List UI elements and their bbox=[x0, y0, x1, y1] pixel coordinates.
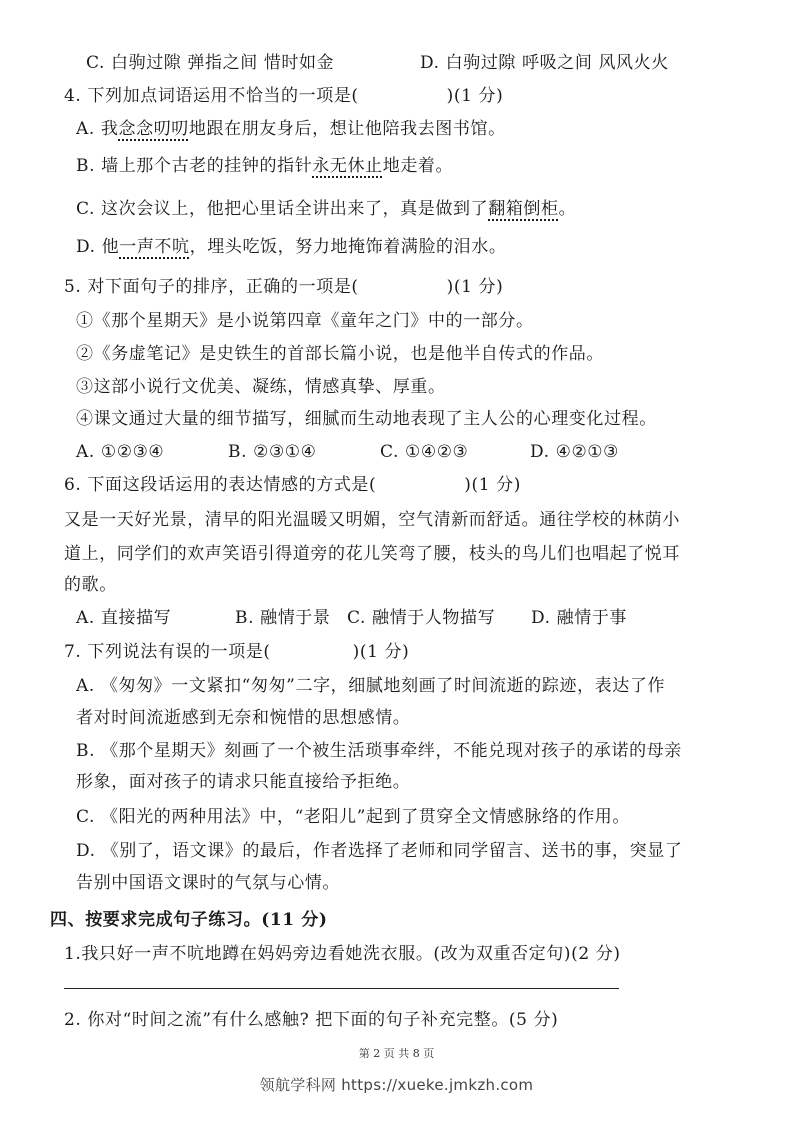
q5-sentence-1: ①《那个星期天》是小说第四章《童年之门》中的一部分。 bbox=[76, 311, 534, 331]
q4-a-pre: A. 我 bbox=[76, 119, 119, 139]
section-4-question-2: 2. 你对“时间之流”有什么感触? 把下面的句子补充完整。(5 分) bbox=[64, 1010, 559, 1030]
q5-stem-text: 5. 对下面句子的排序，正确的一项是( bbox=[64, 277, 359, 297]
q6-passage-line-3: 的歌。 bbox=[64, 575, 117, 595]
q5-sentence-3: ③这部小说行文优美、凝练，情感真挚、厚重。 bbox=[76, 377, 446, 397]
q7-option-b-line-1: B. 《那个星期天》刻画了一个被生活琐事牵绊，不能兑现对孩子的承诺的母亲 bbox=[76, 741, 682, 761]
q4-d-post: ，埋头吃饭，努力地掩饰着满脸的泪水。 bbox=[189, 237, 507, 257]
q7-option-c: C. 《阳光的两种用法》中，“老阳儿”起到了贯穿全文情感脉络的作用。 bbox=[76, 807, 630, 827]
q6-passage-line-2: 道上，同学们的欢声笑语引得道旁的花儿笑弯了腰，枝头的鸟儿们也唱起了悦耳 bbox=[64, 544, 680, 564]
q7-stem bbox=[64, 641, 409, 663]
q7-stem-text: 7. 下列说法有误的一项是( bbox=[64, 642, 271, 662]
watermark: 领航学科网 https://xueke.jmkzh.com bbox=[259, 1076, 534, 1094]
q4-option-c bbox=[76, 198, 576, 220]
q5-option-b: B. ②③①④ bbox=[228, 442, 317, 462]
q7-option-d-line-2: 告别中国语文课时的气氛与心情。 bbox=[76, 873, 340, 893]
q4-c-pre: C. 这次会议上，他把心里话全讲出来了，真是做到了 bbox=[76, 199, 489, 219]
page-number: 第 2 页 共 8 页 bbox=[358, 1047, 435, 1060]
q5-stem bbox=[64, 276, 503, 298]
q4-stem-text: 4. 下列加点词语运用不恰当的一项是( bbox=[64, 86, 359, 106]
q5-option-c: C. ①④②③ bbox=[380, 442, 469, 462]
q4-b-dotted: 永无休止 bbox=[312, 156, 383, 176]
q4-b-post: 地走着。 bbox=[382, 156, 454, 176]
q6-score: )(1 分) bbox=[464, 475, 521, 495]
q5-option-d: D. ④②①③ bbox=[530, 442, 619, 462]
q6-option-b: B. 融情于景 bbox=[235, 608, 331, 628]
q4-score: )(1 分) bbox=[446, 86, 504, 106]
q5-sentence-2: ②《务虚笔记》是史铁生的首部长篇小说，也是他半自传式的作品。 bbox=[76, 344, 604, 364]
q7-option-a-line-2: 者对时间流逝感到无奈和惋惜的思想感情。 bbox=[76, 708, 411, 728]
q4-d-dotted: 一声不吭 bbox=[119, 237, 190, 257]
q7-option-b-line-2: 形象，面对孩子的请求只能直接给予拒绝。 bbox=[76, 772, 411, 792]
q6-option-c: C. 融情于人物描写 bbox=[347, 608, 496, 628]
q4-a-post: 地跟在朋友身后，想让他陪我去图书馆。 bbox=[188, 119, 506, 139]
q5-score: )(1 分) bbox=[446, 277, 504, 297]
q6-option-d: D. 融情于事 bbox=[531, 608, 628, 628]
q3-option-d: D. 白驹过隙 呼吸之间 风风火火 bbox=[420, 53, 669, 73]
q4-stem bbox=[64, 85, 503, 107]
q6-option-a: A. 直接描写 bbox=[76, 608, 172, 628]
q4-b-pre: B. 墙上那个古老的挂钟的指针 bbox=[76, 156, 313, 176]
section-4-question-1: 1.我只好一声不吭地蹲在妈妈旁边看她洗衣服。(改为双重否定句)(2 分) bbox=[64, 944, 621, 964]
q7-option-a-line-1: A. 《匆匆》一文紧扣“匆匆”二字，细腻地刻画了时间流逝的踪迹，表达了作 bbox=[76, 676, 666, 696]
q5-sentence-4: ④课文通过大量的细节描写，细腻而生动地表现了主人公的心理变化过程。 bbox=[76, 409, 657, 429]
q4-c-dotted: 翻箱倒柜 bbox=[488, 199, 559, 219]
q6-stem bbox=[64, 474, 521, 496]
q5-option-a: A. ①②③④ bbox=[76, 442, 165, 462]
q6-stem-text: 6. 下面这段话运用的表达情感的方式是( bbox=[64, 475, 377, 495]
q4-option-a bbox=[76, 118, 506, 140]
q7-option-d-line-1: D. 《别了，语文课》的最后，作者选择了老师和同学留言、送书的事，突显了 bbox=[76, 841, 683, 861]
answer-line[interactable] bbox=[64, 988, 619, 989]
q4-option-d bbox=[76, 236, 506, 258]
section-4-heading: 四、按要求完成句子练习。(11 分) bbox=[50, 910, 328, 930]
q7-score: )(1 分) bbox=[352, 642, 410, 662]
q4-d-pre: D. 他 bbox=[76, 237, 120, 257]
q4-option-b bbox=[76, 155, 453, 177]
q4-c-post: 。 bbox=[558, 199, 577, 219]
q4-a-dotted: 念念叨叨 bbox=[118, 119, 189, 139]
q6-passage-line-1: 又是一天好光景，清早的阳光温暖又明媚，空气清新而舒适。通往学校的林荫小 bbox=[64, 510, 680, 530]
q3-option-c: C. 白驹过隙 弹指之间 惜时如金 bbox=[86, 53, 335, 73]
